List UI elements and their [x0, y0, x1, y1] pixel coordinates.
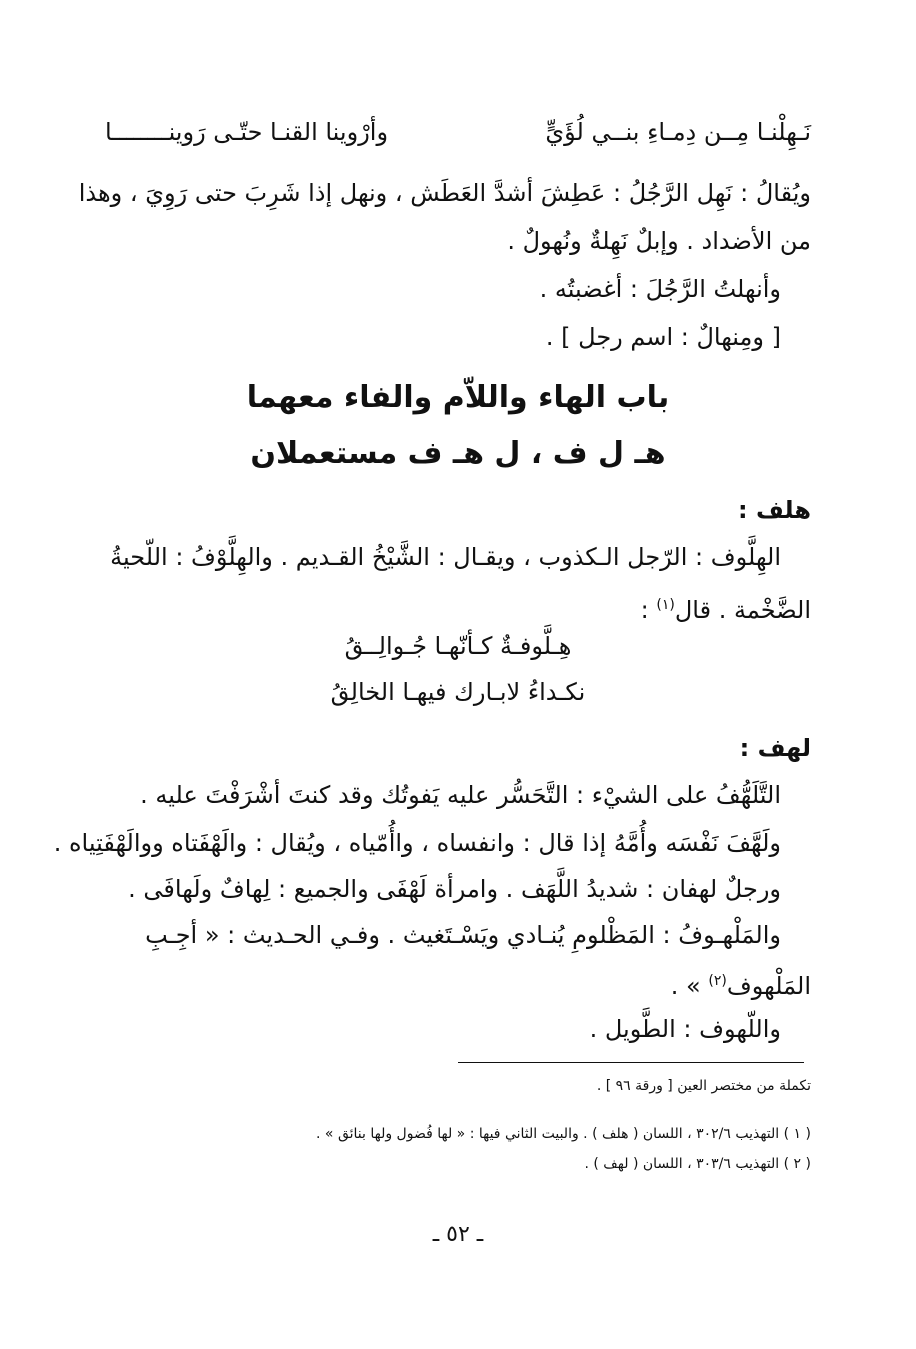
verse-first-hemistich: نَـهِلْنـا مِــن دِمـاءِ بنــي لُؤَيٍّ: [545, 118, 811, 146]
page-number: ـ ٥٢ ـ: [432, 1222, 484, 1247]
entry-halaf-line2-colon: :: [640, 596, 649, 624]
entry-lahaf-line1: التَّلَهُّفُ على الشيْء : التَّحَسُّر عليه يَفوتُك وقد كنتَ أشْرَفْتَ عليه .: [140, 781, 781, 809]
entry-lahaf-line5-end: » .: [670, 972, 701, 1000]
entry-halaf-line2-text: الضَّخْمة . قال: [674, 596, 811, 624]
verse-hallufa-line1: هِـلَّوفـةٌ كـأنّهـا جُـوالِــقُ: [344, 632, 572, 660]
footnote-marker-2: (٢): [708, 973, 727, 989]
entry-heading-lahaf: لهف :: [739, 734, 811, 762]
footnote-source: تكملة من مختصر العين [ ورقة ٩٦ ] .: [596, 1078, 811, 1094]
entry-lahaf-line6: واللّهوف : الطَّويل .: [589, 1015, 781, 1043]
verse-hallufa-line2: نكـداءُ لابـارك فيهـا الخالِقُ: [330, 678, 586, 706]
chapter-subtitle: هـ ل ف ، ل هـ ف مستعملان: [250, 436, 666, 471]
entry-lahaf-line5-text: المَلْهوف: [726, 972, 811, 1000]
paragraph-nahil-line2: من الأضداد . وإبلٌ نَهِلةٌ ونُهولٌ .: [507, 227, 811, 255]
entry-halaf-line1: الهِلَّوف : الرّجل الـكذوب ، ويقـال : الشَّيْخُ القـديم . والهِلَّوْفُ : اللّحيةُ: [110, 543, 781, 571]
footnote-1: ( ١ ) التهذيب ٣٠٢/٦ ، اللسان ( هلف ) . والبيت الثاني فيها : « لها فُضول ولها بنائق » .: [316, 1126, 811, 1142]
paragraph-anhaltu: وأنهلتُ الرَّجُلَ : أغضبتُه .: [539, 275, 781, 303]
entry-heading-halaf: هلف :: [738, 496, 811, 524]
paragraph-minhal: [ ومِنهالٌ : اسم رجل ] .: [545, 323, 781, 351]
footnote-marker-1: (١): [656, 597, 675, 613]
footnote-2: ( ٢ ) التهذيب ٣٠٣/٦ ، اللسان ( لهف ) .: [584, 1156, 811, 1172]
entry-halaf-line2: [105, 588, 811, 627]
paragraph-nahil-line1: ويُقالُ : نَهِل الرَّجُلُ : عَطِشَ أشدَّ العَطَش ، ونهل إذا شَرِبَ حتى رَوِيَ ، وهذا: [78, 179, 811, 207]
entry-lahaf-line4: والمَلْهـوفُ : المَظْلومِ يُنـادي ويَسْـتَغيث . وفـي الحـديث : « أجِـبِ: [145, 921, 781, 949]
entry-lahaf-line5: [105, 964, 811, 1003]
chapter-title: باب الهاء واللاّم والفاء معهما: [246, 380, 670, 415]
verse-opening: [105, 118, 811, 158]
entry-lahaf-line2: ولَهَّفَ نَفْسَه وأُمَّهُ إذا قال : وانفساه ، واأُمّياه ، ويُقال : والَهْفَتاه ووالَهْفَتِياه .: [53, 829, 781, 857]
footnote-separator: [458, 1062, 804, 1063]
entry-lahaf-line3: ورجلٌ لهفان : شديدُ اللَّهَف . وامرأة لَهْفَى والجميع : لِهافٌ ولَهافَى .: [128, 875, 781, 903]
verse-second-hemistich: وأرْوينا القنـا حتّـى رَوينــــــــا: [105, 118, 389, 146]
